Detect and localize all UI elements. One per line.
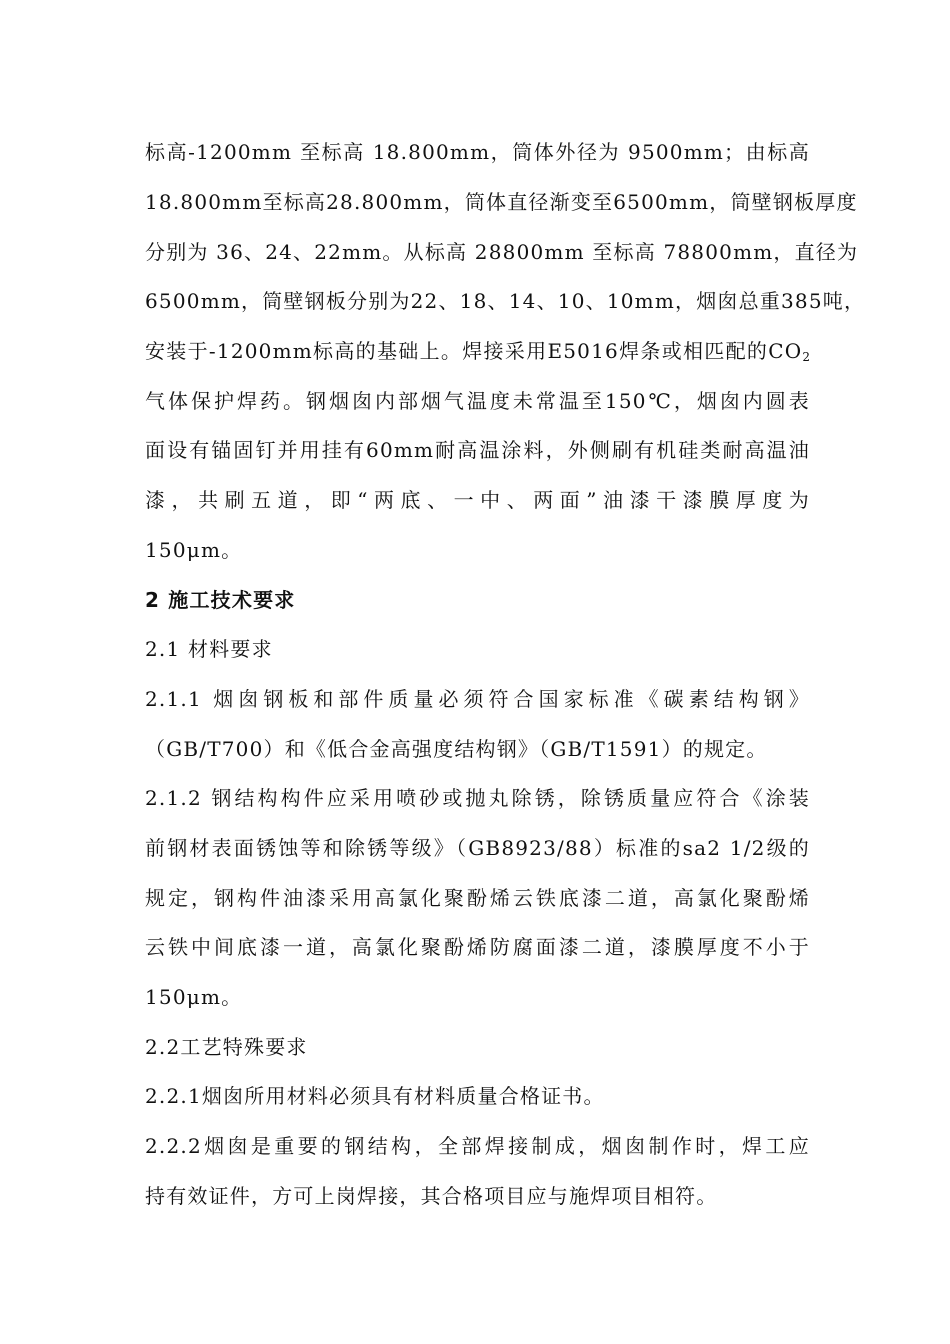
subsection-heading: 2.2工艺特殊要求 [145,1035,308,1059]
paragraph-line: 云铁中间底漆一道，高氯化聚酚烯防腐面漆二道，漆膜厚度不小于 [145,935,810,959]
co2-subscript: 2 [802,350,810,364]
paragraph-line: 2.1.1 烟囱钢板和部件质量必须符合国家标准《碳素结构钢》 [145,687,810,711]
paragraph-line: 2.1.2 钢结构构件应采用喷砂或抛丸除锈，除锈质量应符合《涂装 [145,786,810,810]
subsection-heading: 2.1 材料要求 [145,637,273,661]
paragraph-line: 分别为 36、24、22mm。从标高 28800mm 至标高 78800mm，直径为 [145,240,859,264]
paragraph-line: 面设有锚固钉并用挂有60mm耐高温涂料，外侧刷有机硅类耐高温油 [145,438,810,462]
paragraph-line-text: 安装于-1200mm标高的基础上。焊接采用E5016焊条或相匹配的CO [145,339,803,363]
paragraph-line: （GB/T700）和《低合金高强度结构钢》（GB/T1591）的规定。 [145,737,768,761]
paragraph-line: 2.2.1烟囱所用材料必须具有材料质量合格证书。 [145,1084,605,1108]
paragraph-line: 150μm。 [145,538,243,562]
section-heading: 2 施工技术要求 [145,588,296,612]
paragraph-line: 标高-1200mm 至标高 18.800mm，筒体外径为 9500mm；由标高 [145,140,810,164]
paragraph-line: 6500mm，筒壁钢板分别为22、18、14、10、10mm，烟囱总重385吨， [145,289,866,313]
paragraph-line: 18.800mm至标高28.800mm，筒体直径渐变至6500mm，筒壁钢板厚度 [145,190,858,214]
paragraph-line: 2.2.2烟囱是重要的钢结构，全部焊接制成，烟囱制作时，焊工应 [145,1134,810,1158]
paragraph-line: 漆，共刷五道，即“两底、一中、两面”油漆干漆膜厚度为 [145,488,810,512]
paragraph-line: 气体保护焊药。钢烟囱内部烟气温度未常温至150℃，烟囱内圆表 [145,389,810,413]
paragraph-line: 前钢材表面锈蚀等和除锈等级》（GB8923/88）标准的sa2 1/2级的 [145,836,810,860]
paragraph-line: 持有效证件，方可上岗焊接，其合格项目应与施焊项目相符。 [145,1184,718,1208]
paragraph-line: 规定，钢构件油漆采用高氯化聚酚烯云铁底漆二道，高氯化聚酚烯 [145,886,810,910]
paragraph-line: 150μm。 [145,985,243,1009]
paragraph-line [145,336,810,372]
